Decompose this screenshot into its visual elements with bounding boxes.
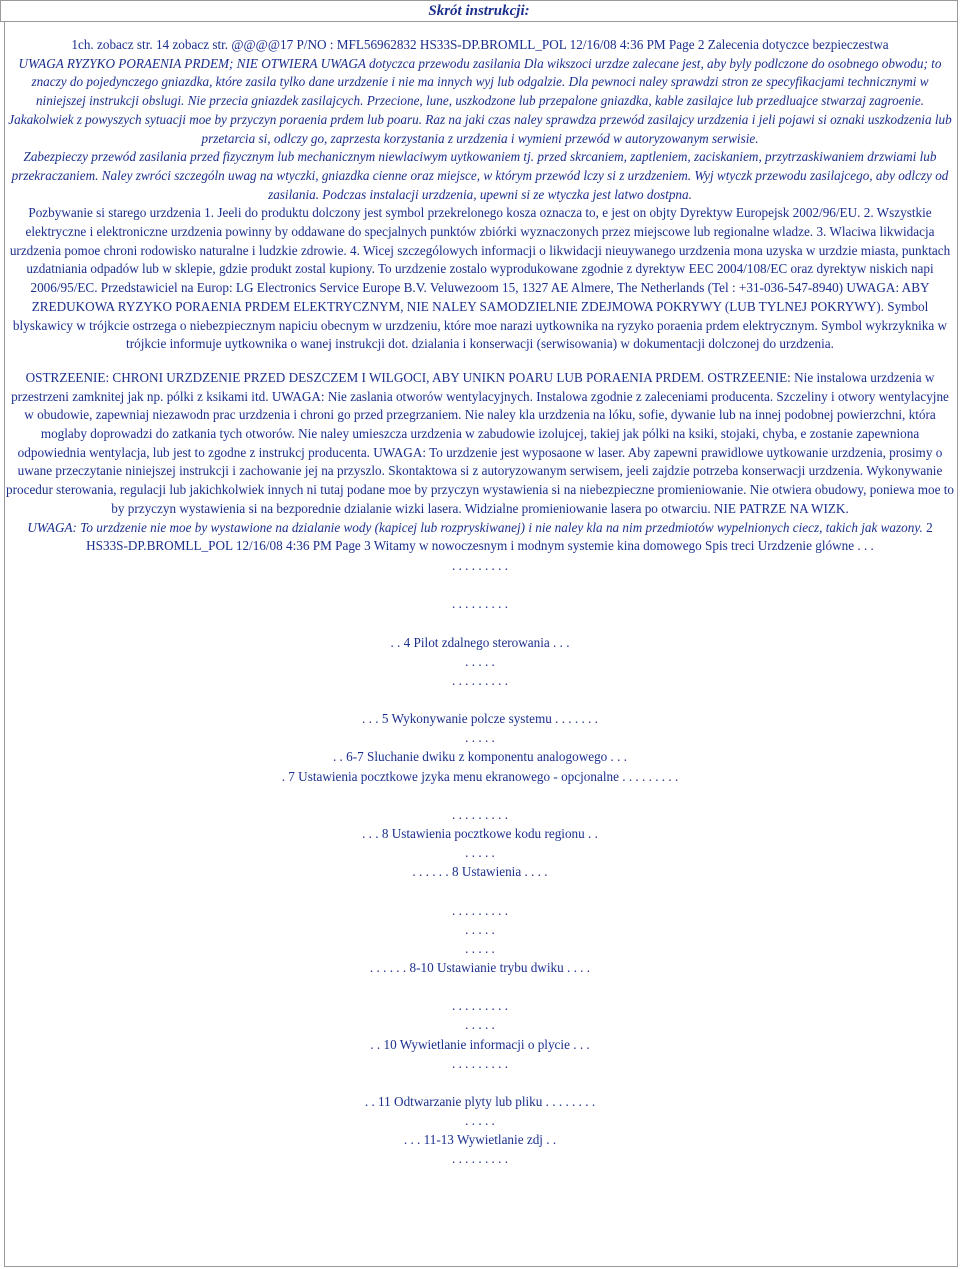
toc-entry: . . . . . — [465, 1113, 495, 1129]
table-of-contents — [6, 556, 954, 1169]
toc-entry — [6, 575, 954, 594]
toc-entry: . . . 8 Ustawienia pocztkowe kodu regionu . . — [362, 825, 598, 841]
toc-entry: . . . . . . 8 Ustawienia . . . . — [412, 864, 548, 880]
toc-entry: . . . . . — [465, 921, 495, 937]
toc-entry: . . . . . — [465, 653, 495, 669]
document-body — [6, 36, 954, 1168]
toc-entry — [6, 786, 954, 805]
toc-entry: . . . . . . . . . — [451, 557, 509, 573]
toc-entry — [6, 613, 954, 632]
paragraph-safety-warnings: OSTRZEENIE: CHRONI URZDZENIE PRZED DESZCZEM I WILGOCI, ABY UNIKN POARU LUB PORAENIA PRDEM. OSTRZEENIE: Nie instalowa urzdzenia w przestrzeni zamknitej jak np. pólki z ksikami itd. UWAGA: Nie zaslania otworów wentylacyjnych. Instalowa zgodnie z zaleceniami producenta. Szczeliny i otwory wentylacyjne w obudowie, zapewniaj niezawodn prac urzdzenia i chroni go przed przegrzaniem. Nie naley kla urzdzenia na lóku, sofie, dywanie lub na innej podobnej powierzchni, która moglaby doprowadzi do zatkania tych otworów. Nie naley umieszcza urzdzenia w zabudowie izolujcej, takiej jak pólki na ksiki, stojaki, chyba, e zostanie zapewniona odpowiednia wentylacja, lub jest to zgodne z instrukcj producenta. UWAGA: To urzdzenie jest wyposaone w laser. Aby zapewni prawidlowe uytkowanie urzdzenia, prosimy o uwane przeczytanie niniejszej instrukcji i zachowanie jej na przyszlo. Skontaktowa si z autoryzowanym serwisem, jeeli zajdzie potrzeba konserwacji urzdzenia. Wykonywanie procedur sterowania, regulacji lub jakichkolwiek innych ni tutaj podane moe by przyczyn wystawienia si na niebezpieczne promieniowanie. Nie otwiera obudowy, poniewa moe to by przyczyn wystawienia si na bezporednie dzialanie wizki lasera. Widzialne promieniowanie lasera po otwarciu. NIE PATRZE NA WIZK. — [6, 369, 954, 516]
paragraph-water-warning — [6, 519, 954, 556]
toc-entry: . . . . . — [465, 845, 495, 861]
toc-entry: . . . . . . . . . — [451, 1151, 509, 1167]
paragraph-disposal: Pozbywanie si starego urzdzenia 1. Jeeli do produktu dolczony jest symbol przekrelonego kosza oznacza to, e jest on objty Dyrektyw Europejsk 2002/96/EU. 2. Wszystkie elektryczne i elektroniczne urzdzenia powinny by oddawane do specjalnych punktów zbiórki wyznaczonych przez miejscowe lub regionalne wladze. 3. Wlaciwa likwidacja urzdzenia pomoe chroni rodowisko naturalne i ludzkie zdrowie. 4. Wicej szczególowych informacji o likwidacji nieuywanego urzdzenia mona uzyska w urzdzie miasta, punktach uzdatniania odpadów lub w sklepie, gdzie produkt zostal kupiony. To urzdzenie zostalo wyprodukowane zgodnie z dyrektyw EEC 2004/108/EC oraz dyrektyw niskich napi 2006/95/EC. Przedstawiciel na Europ: LG Electronics Service Europe B.V. Veluwezoom 15, 1327 AE Almere, The Netherlands (Tel : +31-036-547-8940) UWAGA: ABY ZREDUKOWA RYZYKO PORAENIA PRDEM ELEKTRYCZNYM, NIE NALEY SAMODZIELNIE ZDEJMOWA POKRYWY (LUB TYLNEJ POKRYWY). Symbol blyskawicy w trójkcie ostrzega o niebezpiecznym napiciu obecnym w urzdzeniu, które moe narazi uytkownika na ryzyko poraenia prdem elektrycznym. Symbol wykrzyknika w trójkcie informuje uytkownika o wanej instrukcji dot. dzialania i konserwacji (serwisowania) w dokumentacji dolczonej do urzdzenia. — [9, 205, 951, 352]
toc-entry: . . 4 Pilot zdalnego sterowania . . . — [390, 634, 570, 650]
toc-entry: . . . 11-13 Wywietlanie zdj . . — [403, 1132, 557, 1148]
toc-entry: . . . . . — [465, 940, 495, 956]
water-warning-text: UWAGA: To urzdzenie nie moe by wystawione na dzialanie wody (kapicej lub rozpryskiwanej) i nie naley kla na nim przedmiotów wypelnionych ciecz, takich jak wazony. — [27, 519, 923, 535]
toc-entry: . . 6-7 Sluchanie dwiku z komponentu analogowego . . . — [332, 749, 628, 765]
toc-entry: . . . . . . . . . — [451, 1055, 509, 1071]
toc-entry: . . . . . . . . . — [451, 902, 509, 918]
toc-entry: . . . . . — [465, 730, 495, 746]
toc-entry: . . . . . . . . . — [451, 596, 509, 612]
toc-entry: . . . . . — [465, 1017, 495, 1033]
toc-entry: . . . . . . . . . — [451, 672, 509, 688]
paragraph-intro: 1ch. zobacz str. 14 zobacz str. @@@@17 P/NO : MFL56962832 HS33S-DP.BROMLL_POL 12/16/08 4:36 PM Page 2 Zalecenia dotyczce bezpieczestwa — [71, 37, 889, 52]
paragraph-gap — [6, 354, 954, 369]
toc-entry: . . . . . . . . . — [451, 998, 509, 1014]
toc-entry — [6, 690, 954, 709]
toc-entry: . . . 5 Wykonywanie polcze systemu . . . . . . . — [362, 711, 598, 727]
toc-entry: . . . . . . 8-10 Ustawianie trybu dwiku . . . . — [369, 959, 591, 975]
toc-entry: . . . . . . . . . — [451, 806, 509, 822]
toc-entry: . 7 Ustawienia pocztkowe jzyka menu ekranowego - opcjonalne . . . . . . . . . — [281, 768, 679, 784]
document-title: Skrót instrukcji: — [0, 0, 958, 22]
toc-entry — [6, 1073, 954, 1092]
toc-entry — [6, 977, 954, 996]
toc-entry: . . 10 Wywietlanie informacji o plycie . . . — [370, 1036, 590, 1052]
paragraph-power-cord-warning: UWAGA RYZYKO PORAENIA PRDEM; NIE OTWIERA UWAGA dotyczca przewodu zasilania Dla wikszoci urzdze zalecane jest, aby byly podlczone do osobnego obwodu; to znaczy do pojedynczego gniazdka, które zasila tylko dane urzdzenie i nie ma innych wyj lub odgalzie. Dla pewnoci naley sprawdzi stron ze specyfikacjami technicznymi w niniejszej instrukcji obslugi. Nie przecia gniazdek zasilajcych. Przecione, lune, uszkodzone lub przepalone gniazdka, kable zasilajce lub przedluajce stwarzaj zagroenie. Jakakolwiek z powyszych sytuacji moe by przyczyn poraenia prdem lub poaru. Raz na jaki czas naley sprawdza przewód zasilajcy urzdzenia i jeli pojawi si oznaki uszkodzenia lub przetarcia si, odlczy go, zaprzesta korzystania z urzdzenia i wymieni przewód w autoryzowanym serwisie. — [8, 55, 952, 146]
toc-entry: . . 11 Odtwarzanie plyty lub pliku . . . . . . . . — [364, 1093, 596, 1109]
paragraph-power-cord-protection: Zabezpieczy przewód zasilania przed fizycznym lub mechanicznym niewlaciwym uytkowaniem tj. przed skrcaniem, zaptleniem, zaciskaniem, przytrzaskiwaniem drzwiami lub przekraczaniem. Naley zwróci szczególn uwag na wtyczki, gniazdka cienne oraz miejsce, w którym przewód lczy si z urzdzeniem. Wyj wtyczk przewodu zasilajcego, aby odlczy od zasilania. Podczas instalacji urzdzenia, upewni si ze wtyczka jest latwo dostpna. — [11, 149, 949, 202]
contents-heading-text: 2 HS33S-DP.BROMLL_POL 12/16/08 4:36 PM Page 3 Witamy w nowoczesnym i modnym systemie kina domowego Spis treci Urzdzenie glówne . . . — [86, 519, 933, 554]
toc-entry — [6, 881, 954, 900]
